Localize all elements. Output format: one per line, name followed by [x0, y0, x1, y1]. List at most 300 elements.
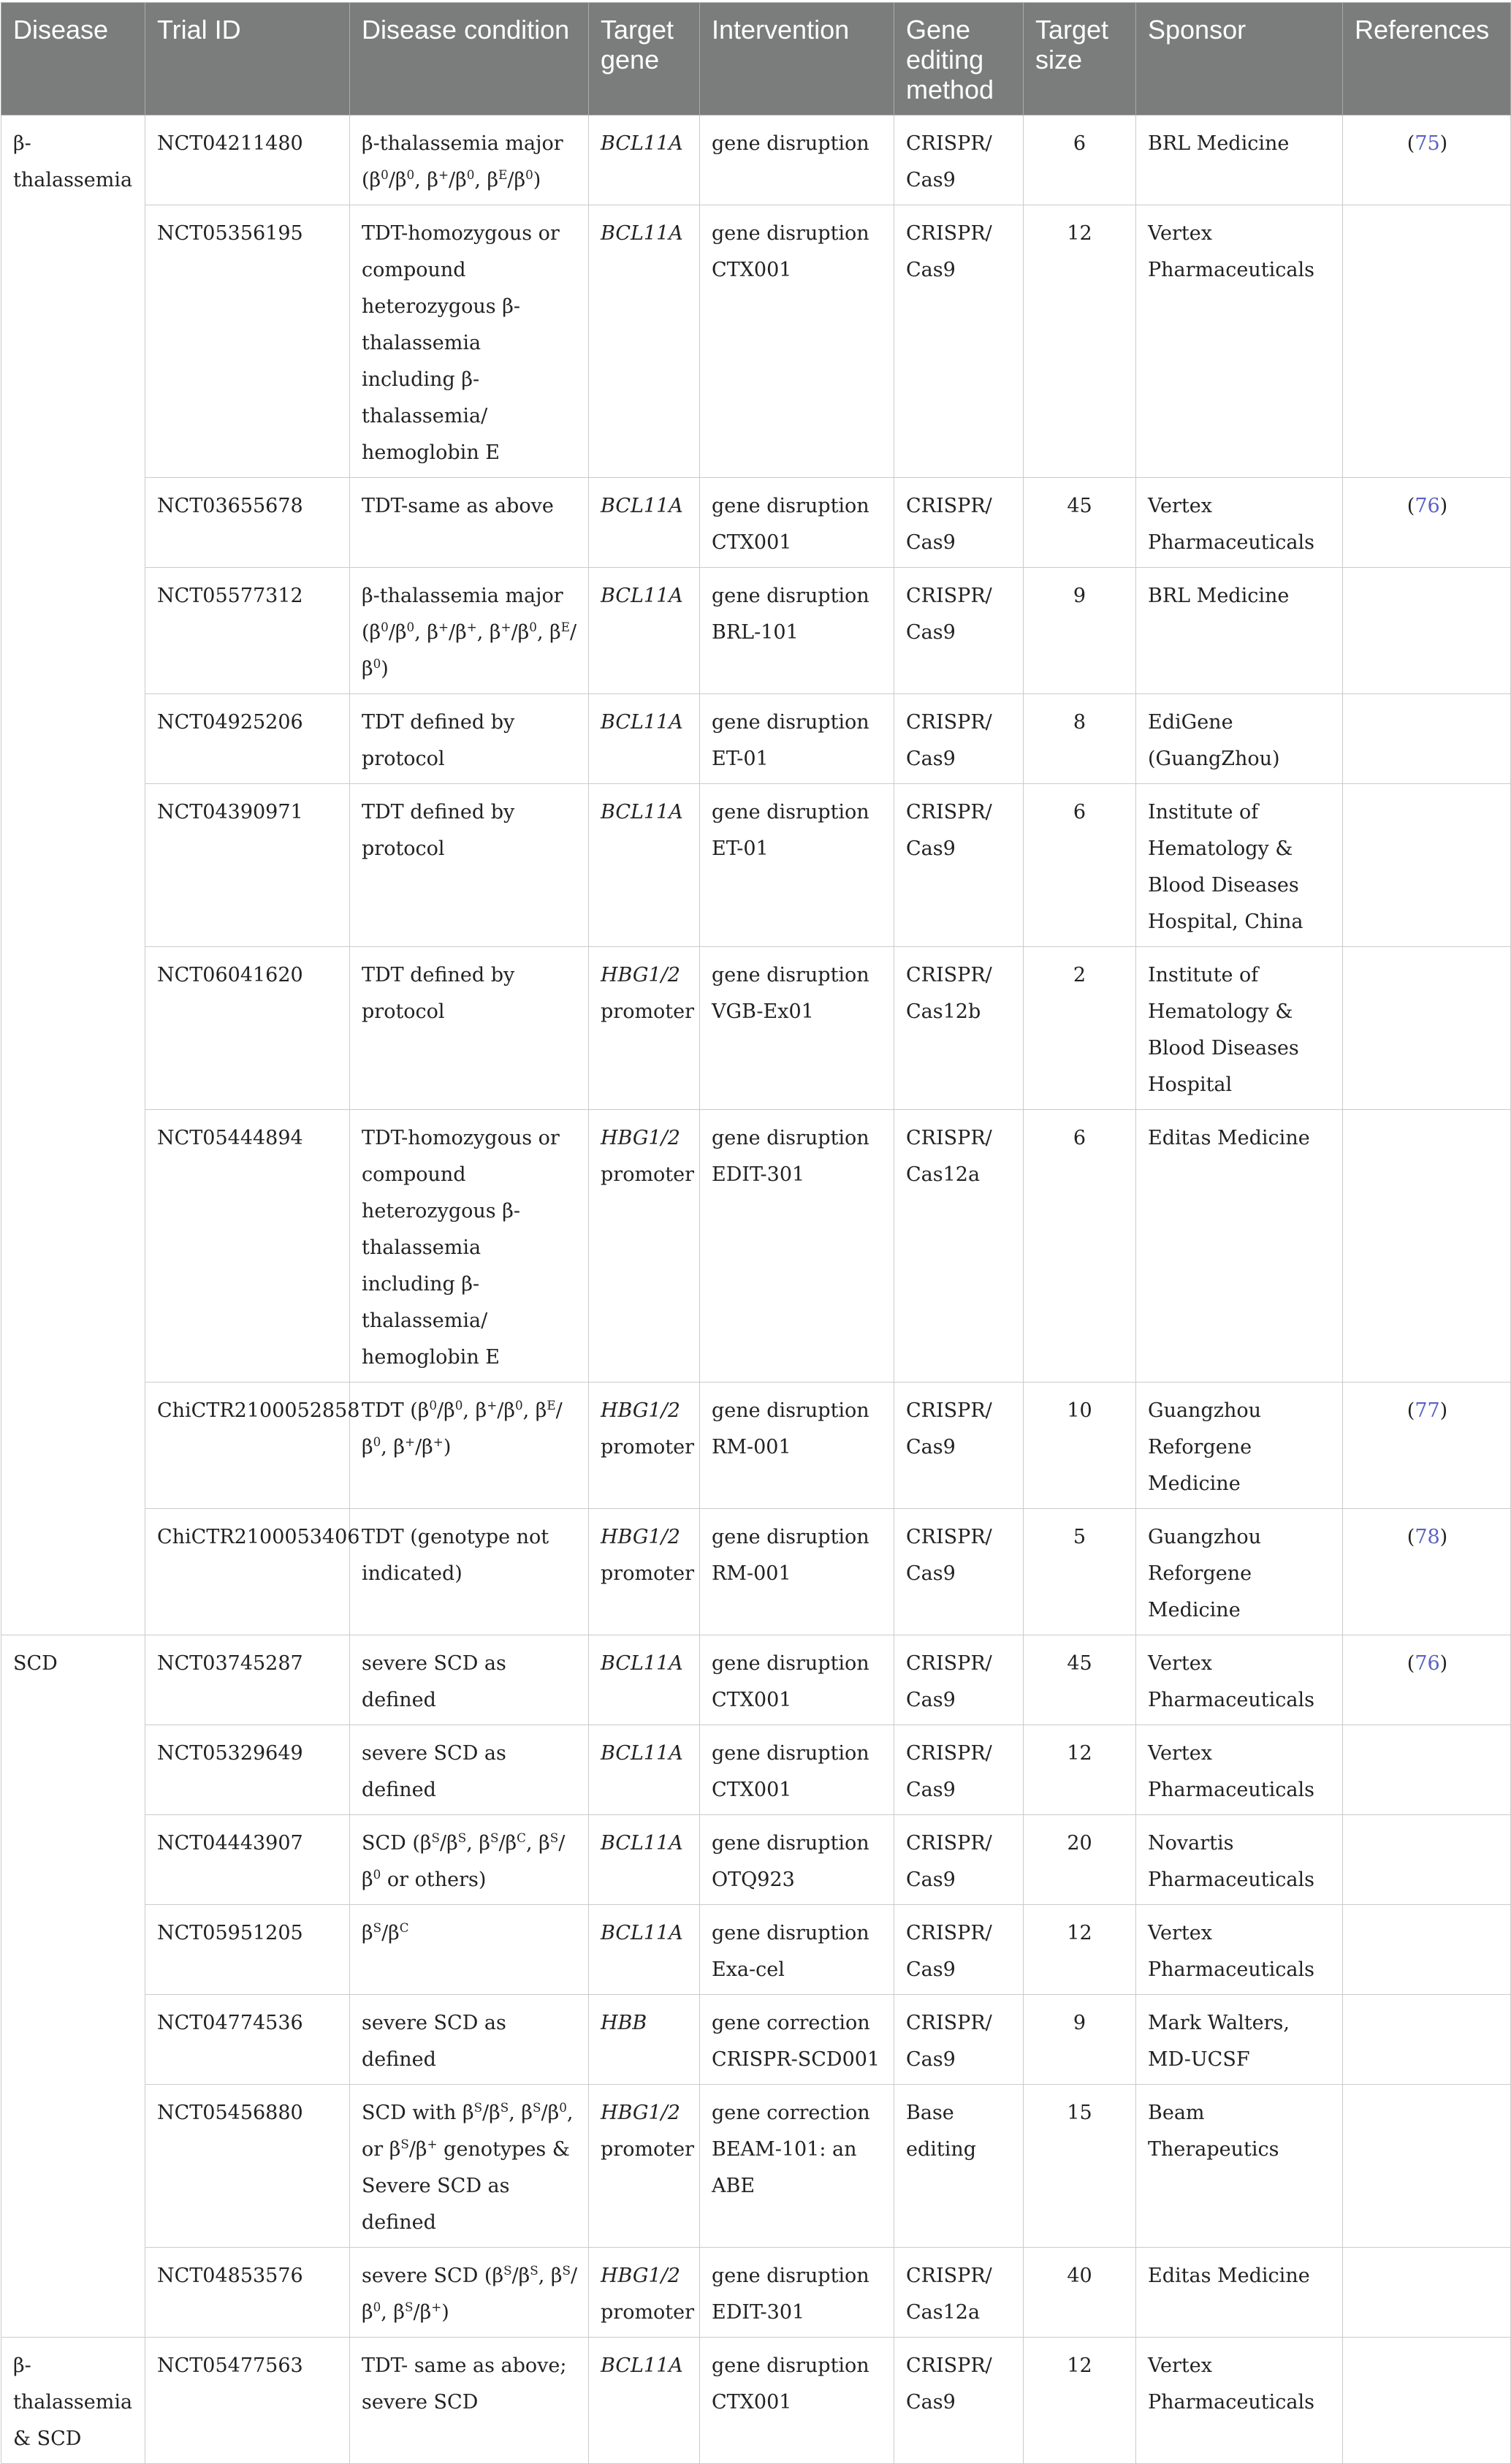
genotype-superscript: +	[427, 2137, 438, 2151]
condition-text: /β	[362, 621, 577, 680]
condition-text: , β	[474, 169, 499, 191]
genotype-superscript: 0	[514, 1398, 523, 1412]
method-line: CRISPR/	[906, 1922, 992, 1944]
method-line: CRISPR/	[906, 2354, 992, 2377]
target-size-cell: 12	[1024, 1725, 1136, 1815]
method-line: Cas9	[906, 837, 956, 860]
gene-editing-method-cell	[894, 568, 1024, 694]
condition-text: , β	[476, 621, 501, 644]
method-line: Cas9	[906, 1562, 956, 1585]
target-gene-cell	[589, 1383, 700, 1509]
genotype-superscript: +	[466, 620, 477, 634]
genotype-superscript: C	[517, 1830, 526, 1845]
references-cell	[1343, 205, 1511, 478]
target-gene-cell	[589, 1815, 700, 1905]
genotype-superscript: +	[405, 1434, 416, 1449]
disease-group-cell: SCD	[1, 1635, 145, 2338]
method-line: CRISPR/	[906, 2012, 992, 2034]
target-gene-name: BCL11A	[601, 1832, 683, 1855]
target-gene-name: BCL11A	[601, 585, 683, 607]
genotype-superscript: 0	[373, 2300, 381, 2314]
references-cell	[1343, 478, 1511, 568]
references-cell	[1343, 1635, 1511, 1725]
gene-editing-method-cell	[894, 1725, 1024, 1815]
table-row	[1, 1509, 1511, 1635]
method-line: CRISPR/	[906, 711, 992, 734]
genotype-superscript: 0	[373, 1867, 381, 1882]
gene-editing-method-cell	[894, 1995, 1024, 2085]
genotype-superscript: 0	[406, 167, 415, 182]
header-intervention: Intervention	[700, 3, 894, 115]
intervention-product: EDIT-301	[712, 1163, 805, 1186]
intervention-cell	[700, 2248, 894, 2338]
sponsor-cell: BRL Medicine	[1136, 568, 1343, 694]
intervention-type: gene disruption	[712, 1526, 869, 1548]
method-line: Cas9	[906, 621, 956, 644]
method-line: CRISPR/	[906, 1399, 992, 1422]
genotype-superscript: E	[560, 620, 570, 634]
target-gene-cell	[589, 1110, 700, 1383]
target-size-cell: 6	[1024, 784, 1136, 947]
intervention-product: RM-001	[712, 1436, 791, 1459]
target-gene-name: BCL11A	[601, 801, 683, 824]
disease-condition-cell	[350, 2248, 589, 2338]
disease-group-cell: β-thalassemia	[1, 115, 145, 1635]
condition-text: SCD with β	[362, 2102, 474, 2124]
condition-text: )	[533, 169, 541, 191]
sponsor-cell: Vertex Pharmaceuticals	[1136, 1905, 1343, 1995]
gene-editing-method-cell	[894, 205, 1024, 478]
references-cell	[1343, 947, 1511, 1110]
intervention-type: gene disruption	[712, 711, 869, 734]
reference-paren: (	[1407, 1526, 1415, 1548]
target-gene-cell	[589, 205, 700, 478]
table-row	[1, 205, 1511, 478]
target-gene-region: promoter	[601, 1436, 695, 1459]
intervention-type: gene disruption	[712, 1399, 869, 1422]
disease-condition-cell: severe SCD as defined	[350, 1725, 589, 1815]
genotype-superscript: +	[501, 620, 511, 634]
table-row	[1, 478, 1511, 568]
references-cell	[1343, 1509, 1511, 1635]
reference-link[interactable]: 78	[1415, 1526, 1440, 1548]
intervention-product: RM-001	[712, 1562, 791, 1585]
target-gene-name: HBG1/2	[601, 2265, 680, 2287]
intervention-type: gene disruption	[712, 2265, 869, 2287]
target-gene-name: HBG1/2	[601, 1526, 680, 1548]
condition-text: /β	[415, 1436, 433, 1459]
target-gene-cell	[589, 478, 700, 568]
intervention-product: ET-01	[712, 748, 769, 770]
header-disease: Disease	[1, 3, 145, 115]
disease-condition-cell: TDT defined by protocol	[350, 694, 589, 784]
genotype-superscript: S	[405, 2300, 414, 2314]
references-cell	[1343, 784, 1511, 947]
method-line: CRISPR/	[906, 1652, 992, 1675]
trial-id-cell: NCT04211480	[145, 115, 350, 205]
trial-id-cell: NCT05356195	[145, 205, 350, 478]
target-size-cell: 5	[1024, 1509, 1136, 1635]
target-gene-name: HBG1/2	[601, 1399, 680, 1422]
target-size-cell: 12	[1024, 205, 1136, 478]
sponsor-cell: Mark Walters, MD-UCSF	[1136, 1995, 1343, 2085]
method-line: Cas9	[906, 1868, 956, 1891]
target-size-cell: 6	[1024, 1110, 1136, 1383]
condition-text: /β	[381, 1922, 400, 1944]
table-row	[1, 947, 1511, 1110]
header-row	[1, 3, 1511, 115]
method-line: Cas9	[906, 1689, 956, 1711]
intervention-type: gene disruption	[712, 585, 869, 607]
target-gene-name: HBB	[601, 2012, 647, 2034]
condition-text: /β	[498, 1832, 517, 1855]
method-line: CRISPR/	[906, 964, 992, 986]
intervention-product: CTX001	[712, 531, 792, 554]
target-size-cell: 12	[1024, 1905, 1136, 1995]
sponsor-cell: BRL Medicine	[1136, 115, 1343, 205]
genotype-superscript: E	[498, 167, 508, 182]
sponsor-cell: Vertex Pharmaceuticals	[1136, 1725, 1343, 1815]
intervention-product: CTX001	[712, 259, 792, 281]
intervention-cell	[700, 1635, 894, 1725]
intervention-cell	[700, 205, 894, 478]
method-line: Cas9	[906, 748, 956, 770]
method-line: Cas9	[906, 2391, 956, 2414]
disease-condition-cell	[350, 2085, 589, 2248]
target-size-cell: 45	[1024, 478, 1136, 568]
condition-text: , β	[509, 2102, 533, 2124]
condition-text: /β	[541, 2102, 560, 2124]
disease-condition-cell: TDT- same as above; severe SCD	[350, 2338, 589, 2464]
table-row	[1, 115, 1511, 205]
target-gene-region: promoter	[601, 2301, 695, 2324]
trial-id-cell: NCT04774536	[145, 1995, 350, 2085]
target-gene-cell	[589, 694, 700, 784]
target-gene-cell	[589, 1725, 700, 1815]
references-cell	[1343, 1110, 1511, 1383]
table-row	[1, 694, 1511, 784]
genotype-superscript: 0	[466, 167, 475, 182]
condition-text: , β	[414, 621, 438, 644]
intervention-type: gene disruption	[712, 1652, 869, 1675]
intervention-cell	[700, 1383, 894, 1509]
references-cell	[1343, 115, 1511, 205]
gene-editing-method-cell	[894, 478, 1024, 568]
target-gene-name: BCL11A	[601, 1742, 683, 1765]
trial-id-cell: NCT05456880	[145, 2085, 350, 2248]
intervention-cell	[700, 694, 894, 784]
condition-text: /β	[388, 169, 407, 191]
disease-condition-cell: TDT-same as above	[350, 478, 589, 568]
condition-text: )	[443, 1436, 452, 1459]
sponsor-cell: EdiGene (GuangZhou)	[1136, 694, 1343, 784]
genotype-superscript: +	[438, 167, 449, 182]
genotype-superscript: S	[549, 1830, 559, 1845]
header-trial-id: Trial ID	[145, 3, 350, 115]
target-size-cell: 12	[1024, 2338, 1136, 2464]
condition-text: /β	[362, 1832, 566, 1891]
method-line: CRISPR/	[906, 801, 992, 824]
target-gene-cell	[589, 115, 700, 205]
intervention-product: ET-01	[712, 837, 769, 860]
references-cell	[1343, 2248, 1511, 2338]
condition-text: severe SCD (β	[362, 2265, 504, 2287]
trial-id-cell: NCT05951205	[145, 1905, 350, 1995]
method-line: CRISPR/	[906, 495, 992, 517]
reference-paren: (	[1407, 1652, 1415, 1675]
target-gene-cell	[589, 784, 700, 947]
condition-text: , β	[381, 1436, 406, 1459]
trial-id-cell: NCT04443907	[145, 1815, 350, 1905]
genotype-superscript: 0	[454, 1398, 463, 1412]
trial-id-cell: NCT06041620	[145, 947, 350, 1110]
references-cell	[1343, 1725, 1511, 1815]
table-row	[1, 1383, 1511, 1509]
method-line: CRISPR/	[906, 1526, 992, 1548]
intervention-cell	[700, 1905, 894, 1995]
trial-id-cell: NCT05444894	[145, 1110, 350, 1383]
table-row	[1, 1995, 1511, 2085]
reference-link[interactable]: 75	[1415, 132, 1440, 155]
method-line: CRISPR/	[906, 2265, 992, 2287]
genotype-superscript: S	[473, 2100, 483, 2115]
intervention-cell	[700, 1995, 894, 2085]
trial-id-cell: NCT04925206	[145, 694, 350, 784]
trial-id-cell: ChiCTR2100052858	[145, 1383, 350, 1509]
references-cell	[1343, 2085, 1511, 2248]
gene-editing-method-cell	[894, 1383, 1024, 1509]
genotype-superscript: 0	[381, 620, 389, 634]
genotype-superscript: S	[562, 2263, 571, 2278]
sponsor-cell: Editas Medicine	[1136, 2248, 1343, 2338]
reference-paren: (	[1407, 1399, 1415, 1422]
header-sponsor: Sponsor	[1136, 3, 1343, 115]
condition-text: , β	[538, 2265, 563, 2287]
target-gene-cell	[589, 1509, 700, 1635]
target-size-cell: 20	[1024, 1815, 1136, 1905]
method-line: Cas9	[906, 2048, 956, 2071]
references-cell	[1343, 1905, 1511, 1995]
method-line: Cas9	[906, 1958, 956, 1981]
genotype-superscript: 0	[429, 1398, 438, 1412]
genotype-superscript: S	[490, 1830, 499, 1845]
condition-text: genotypes & Severe SCD as defined	[362, 2138, 570, 2234]
intervention-type: gene disruption	[712, 1127, 869, 1149]
condition-text: /β	[388, 621, 407, 644]
genotype-superscript: +	[438, 620, 449, 634]
reference-paren: (	[1407, 132, 1415, 155]
genotype-superscript: +	[487, 1398, 498, 1412]
sponsor-cell: Editas Medicine	[1136, 1110, 1343, 1383]
intervention-product: Exa-cel	[712, 1958, 785, 1981]
table-row	[1, 568, 1511, 694]
target-gene-cell	[589, 2085, 700, 2248]
method-line: Cas9	[906, 169, 956, 191]
target-gene-name: BCL11A	[601, 132, 683, 155]
target-gene-name: BCL11A	[601, 1922, 683, 1944]
intervention-product: BRL-101	[712, 621, 799, 644]
method-line: CRISPR/	[906, 1742, 992, 1765]
target-gene-cell	[589, 1995, 700, 2085]
sponsor-cell: Vertex Pharmaceuticals	[1136, 1635, 1343, 1725]
table-header	[1, 3, 1511, 115]
intervention-product: CRISPR-SCD001	[712, 2048, 880, 2071]
target-size-cell: 2	[1024, 947, 1136, 1110]
reference-link[interactable]: 77	[1415, 1399, 1440, 1422]
header-references: References	[1343, 3, 1511, 115]
intervention-product: OTQ923	[712, 1868, 795, 1891]
intervention-type: gene disruption	[712, 222, 869, 245]
target-gene-cell	[589, 2248, 700, 2338]
disease-condition-cell: TDT defined by protocol	[350, 784, 589, 947]
condition-text: /β	[362, 2265, 578, 2324]
intervention-cell	[700, 1110, 894, 1383]
target-gene-name: HBG1/2	[601, 964, 680, 986]
disease-group-cell: β-thalassemia & SCD	[1, 2338, 145, 2464]
references-cell	[1343, 568, 1511, 694]
table-row	[1, 1815, 1511, 1905]
target-gene-name: BCL11A	[601, 222, 683, 245]
reference-paren: )	[1439, 1652, 1448, 1675]
disease-condition-cell	[350, 115, 589, 205]
trial-id-cell: NCT05329649	[145, 1725, 350, 1815]
target-size-cell: 10	[1024, 1383, 1136, 1509]
trial-id-cell: NCT04853576	[145, 2248, 350, 2338]
condition-text: , β	[536, 621, 561, 644]
table-row	[1, 1725, 1511, 1815]
reference-link[interactable]: 76	[1415, 495, 1440, 517]
target-gene-cell	[589, 947, 700, 1110]
gene-editing-method-cell	[894, 2338, 1024, 2464]
trial-id-cell: ChiCTR2100053406	[145, 1509, 350, 1635]
table-row	[1, 2248, 1511, 2338]
intervention-product: BEAM-101: an ABE	[712, 2138, 857, 2197]
method-line: CRISPR/	[906, 1127, 992, 1149]
intervention-cell	[700, 1815, 894, 1905]
intervention-type: gene disruption	[712, 495, 869, 517]
method-line: CRISPR/	[906, 132, 992, 155]
method-line: Cas12a	[906, 1163, 981, 1186]
disease-condition-cell: TDT defined by protocol	[350, 947, 589, 1110]
condition-text: /β	[440, 1832, 458, 1855]
sponsor-cell: Guangzhou Reforgene Medicine	[1136, 1383, 1343, 1509]
target-gene-cell	[589, 2338, 700, 2464]
header-disease-condition: Disease condition	[350, 3, 589, 115]
condition-text: , β	[463, 1399, 487, 1422]
intervention-type: gene disruption	[712, 132, 869, 155]
reference-paren: )	[1439, 132, 1448, 155]
target-gene-name: BCL11A	[601, 711, 683, 734]
genotype-superscript: S	[500, 2100, 509, 2115]
gene-editing-method-cell	[894, 2248, 1024, 2338]
gene-editing-method-cell	[894, 947, 1024, 1110]
reference-link[interactable]: 76	[1415, 1652, 1440, 1675]
reference-paren: (	[1407, 495, 1415, 517]
intervention-cell	[700, 2338, 894, 2464]
genotype-superscript: 0	[529, 620, 537, 634]
target-gene-cell	[589, 568, 700, 694]
table-row	[1, 784, 1511, 947]
target-gene-name: HBG1/2	[601, 2102, 680, 2124]
target-gene-cell	[589, 1635, 700, 1725]
gene-editing-method-cell	[894, 115, 1024, 205]
sponsor-cell: Vertex Pharmaceuticals	[1136, 2338, 1343, 2464]
condition-text: /β	[413, 2301, 432, 2324]
clinical-trials-table	[1, 2, 1511, 2464]
header-gene-editing-method: Gene editing method	[894, 3, 1024, 115]
references-cell	[1343, 1815, 1511, 1905]
intervention-cell	[700, 568, 894, 694]
genotype-superscript: S	[503, 2263, 512, 2278]
condition-text: , β	[525, 1832, 550, 1855]
sponsor-cell: Beam Therapeutics	[1136, 2085, 1343, 2248]
genotype-superscript: E	[547, 1398, 556, 1412]
target-size-cell: 9	[1024, 1995, 1136, 2085]
target-gene-name: HBG1/2	[601, 1127, 680, 1149]
condition-text: /β	[408, 2138, 427, 2161]
disease-condition-cell	[350, 1905, 589, 1995]
intervention-product: CTX001	[712, 1779, 792, 1801]
target-gene-name: BCL11A	[601, 495, 683, 517]
condition-text: , or β	[362, 2102, 574, 2161]
table-row	[1, 2085, 1511, 2248]
intervention-type: gene correction	[712, 2012, 870, 2034]
intervention-cell	[700, 478, 894, 568]
condition-text: /β	[437, 1399, 455, 1422]
disease-condition-cell	[350, 1383, 589, 1509]
gene-editing-method-cell	[894, 1815, 1024, 1905]
condition-text: /β	[362, 1399, 563, 1459]
genotype-superscript: 0	[559, 2100, 567, 2115]
target-gene-region: promoter	[601, 1163, 695, 1186]
intervention-cell	[700, 1725, 894, 1815]
genotype-superscript: 0	[373, 1434, 381, 1449]
condition-text: , β	[466, 1832, 490, 1855]
condition-text: )	[441, 2301, 449, 2324]
sponsor-cell: Vertex Pharmaceuticals	[1136, 478, 1343, 568]
target-gene-name: BCL11A	[601, 1652, 683, 1675]
condition-text: /β	[497, 1399, 515, 1422]
method-line: CRISPR/	[906, 1832, 992, 1855]
trial-id-cell: NCT03745287	[145, 1635, 350, 1725]
genotype-superscript: C	[399, 1920, 409, 1935]
genotype-superscript: S	[400, 2137, 409, 2151]
method-line: Cas12a	[906, 2301, 981, 2324]
target-size-cell: 9	[1024, 568, 1136, 694]
table-row	[1, 1905, 1511, 1995]
genotype-superscript: S	[431, 1830, 440, 1845]
disease-condition-cell	[350, 568, 589, 694]
target-size-cell: 45	[1024, 1635, 1136, 1725]
header-target-size: Target size	[1024, 3, 1136, 115]
genotype-superscript: +	[431, 2300, 442, 2314]
intervention-cell	[700, 115, 894, 205]
intervention-type: gene disruption	[712, 801, 869, 824]
table-row	[1, 1110, 1511, 1383]
condition-text: SCD (β	[362, 1832, 432, 1855]
gene-editing-method-cell	[894, 784, 1024, 947]
references-cell	[1343, 1383, 1511, 1509]
target-size-cell: 8	[1024, 694, 1136, 784]
trial-id-cell: NCT04390971	[145, 784, 350, 947]
reference-paren: )	[1439, 1526, 1448, 1548]
target-size-cell: 40	[1024, 2248, 1136, 2338]
target-gene-region: promoter	[601, 2138, 695, 2161]
reference-paren: )	[1439, 495, 1448, 517]
intervention-type: gene disruption	[712, 2354, 869, 2377]
gene-editing-method-cell	[894, 1509, 1024, 1635]
method-line: Cas12b	[906, 1000, 981, 1023]
